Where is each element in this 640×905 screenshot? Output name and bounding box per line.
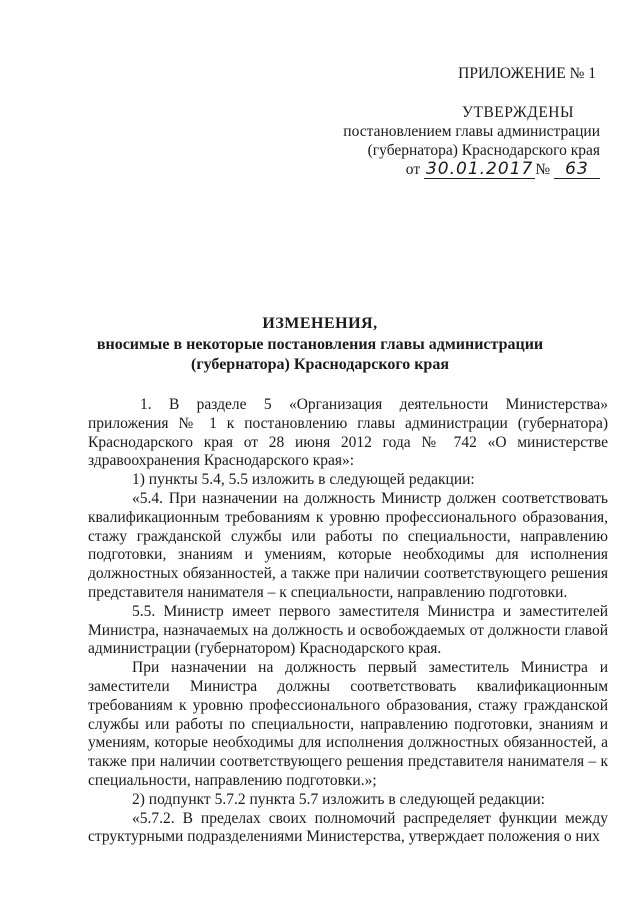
paragraph-1: 1. В разделе 5 «Организация деятельности Министерства» приложения № 1 к постановлению главы администрации (губернатора) Краснодарского края от 28 июня 2012 года № 742 «О министерстве здравоохранения Краснодарского края»: — [88, 396, 608, 470]
paragraph-7: «5.7.2. В пределах своих полномочий распределяет функции между структурными подразделениями Министерства, утверждает положения о них — [88, 809, 608, 846]
date-line — [330, 160, 600, 179]
paragraph-2: 1) пункты 5.4, 5.5 изложить в следующей редакции: — [132, 471, 475, 489]
approval-block — [330, 64, 600, 179]
approved-label: УТВЕРЖДЕНЫ — [462, 104, 574, 121]
paragraph-4: 5.5. Министр имеет первого заместителя Министра и заместителей Министра, назначаемых на должность и освобождаемых от должности главой администрации (губернатором) Краснодарского края. — [88, 602, 608, 658]
appendix-label: ПРИЛОЖЕНИЕ № 1 — [458, 65, 596, 82]
handwritten-number: 63 — [554, 161, 600, 179]
title-line-3: (губернатора) Краснодарского края — [191, 356, 449, 373]
paragraph-5: При назначении на должность первый заместитель Министра и заместители Министра должны соответствовать квалификационным требованиям к уровню профессионального образования, стажу гражданской службы или работы по специальности, направлению подготовки, знаниям и умениям, которые необходимы для исполнения должностных обязанностей, а также при наличии соответствующего решения представителя нанимателя – к специальности, направлению подготовки.»; — [88, 659, 608, 789]
number-sign: № — [535, 161, 551, 178]
paragraph-3: «5.4. При назначении на должность Министр должен соответствовать квалификационным требованиям к уровню профессионального образования, стажу гражданской службы или работы по специальности, направлению подготовки, знаниям и умениям, которые необходимы для исполнения должностных обязанностей, а также при наличии соответствующего решения представителя нанимателя – к специальности, направлению подготовки. — [88, 489, 608, 601]
resolution-line-2: (губернатора) Краснодарского края — [367, 142, 600, 159]
title-line-1: ИЗМЕНЕНИЯ, — [262, 315, 378, 332]
handwritten-date: 30.01.2017 — [425, 159, 534, 179]
document-body — [88, 396, 608, 847]
paragraph-6: 2) подпункт 5.7.2 пункта 5.7 изложить в следующей редакции: — [132, 790, 545, 808]
date-prefix: от — [405, 161, 421, 178]
resolution-line-1: постановлением главы администрации — [343, 123, 600, 140]
title-line-2: вносимые в некоторые постановления главы администрации — [96, 336, 544, 353]
document-title — [0, 314, 640, 375]
